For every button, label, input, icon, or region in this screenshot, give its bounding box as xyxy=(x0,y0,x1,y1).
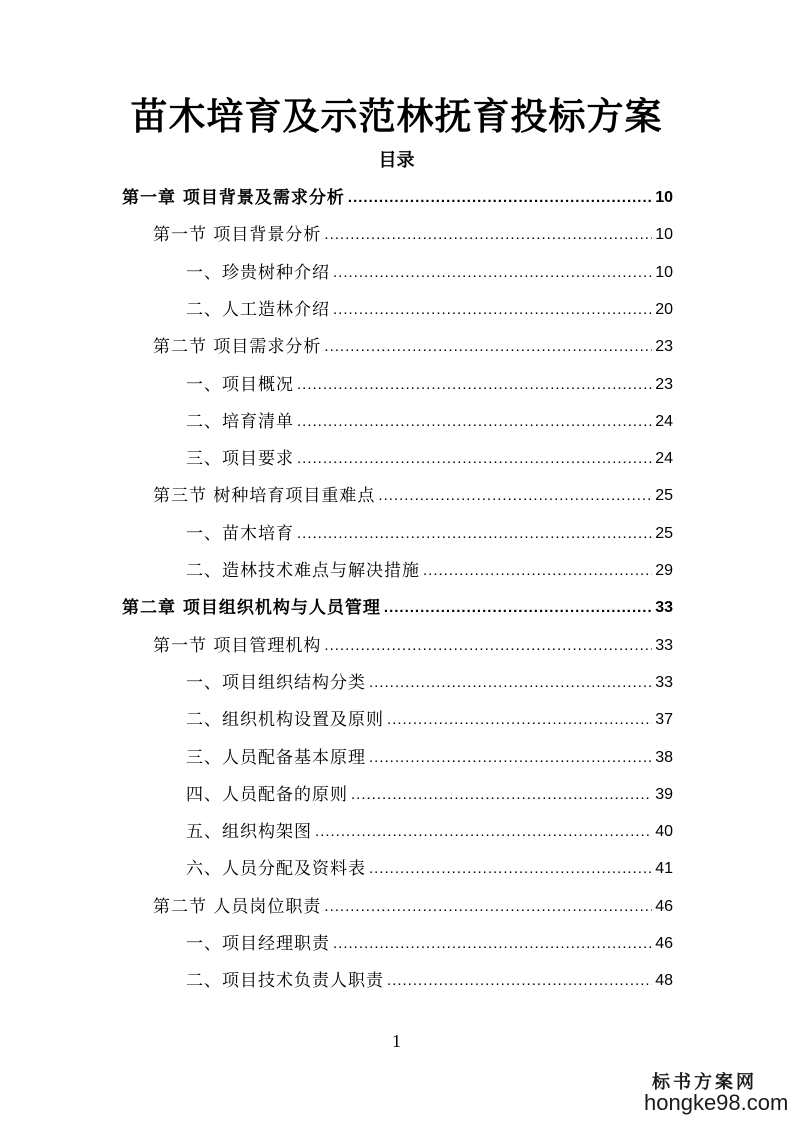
toc-subsection[interactable] xyxy=(186,856,673,882)
toc-entry-page: 37 xyxy=(655,711,673,728)
toc-entry-page: 10 xyxy=(655,226,673,243)
toc-entry-label: 六、人员分配及资料表 xyxy=(186,859,366,879)
toc-subsection[interactable] xyxy=(186,372,673,398)
toc-entry-label: 一、珍贵树种介绍 xyxy=(186,263,330,283)
toc-entry-page: 24 xyxy=(655,413,673,430)
toc-section[interactable] xyxy=(153,334,673,360)
toc-leader-dots xyxy=(324,894,652,920)
toc-chapter[interactable] xyxy=(122,595,673,621)
toc-entry-page: 24 xyxy=(655,450,673,467)
toc-section[interactable] xyxy=(153,633,673,659)
toc-leader-dots xyxy=(297,372,652,398)
toc-subsection[interactable] xyxy=(186,670,673,696)
toc-chapter[interactable] xyxy=(122,185,673,211)
toc-entry-page: 23 xyxy=(655,338,673,355)
toc-subsection[interactable] xyxy=(186,931,673,957)
toc-entry-label: 二、项目技术负责人职责 xyxy=(186,971,384,991)
toc-entry-page: 39 xyxy=(655,786,673,803)
toc-subsection[interactable] xyxy=(186,446,673,472)
toc-entry-label: 三、人员配备基本原理 xyxy=(186,748,366,768)
toc-entry-page: 38 xyxy=(655,749,673,766)
toc-subsection[interactable] xyxy=(186,409,673,435)
toc-entry-label: 四、人员配备的原则 xyxy=(186,785,348,805)
toc-entry-label: 一、项目概况 xyxy=(186,375,294,395)
toc-leader-dots xyxy=(315,819,652,845)
toc-section[interactable] xyxy=(153,894,673,920)
toc-entry-label: 一、苗木培育 xyxy=(186,524,294,544)
toc-subsection[interactable] xyxy=(186,819,673,845)
toc-leader-dots xyxy=(297,521,652,547)
toc-entry-page: 33 xyxy=(655,637,673,654)
toc-leader-dots xyxy=(348,185,652,211)
toc-subsection[interactable] xyxy=(186,745,673,771)
toc-entry-page: 41 xyxy=(655,860,673,877)
toc-entry-page: 48 xyxy=(655,972,673,989)
toc-entry-label: 第三节 树种培育项目重难点 xyxy=(153,486,376,506)
toc-entry-page: 10 xyxy=(655,189,673,206)
toc-leader-dots xyxy=(369,670,652,696)
document-title: 苗木培育及示范林抚育投标方案 xyxy=(130,95,663,138)
page-number: 1 xyxy=(392,1031,401,1051)
toc-entry-label: 第一节 项目管理机构 xyxy=(153,636,322,656)
toc-entry-page: 20 xyxy=(655,301,673,318)
toc-leader-dots xyxy=(324,633,652,659)
toc-section[interactable] xyxy=(153,222,673,248)
toc-leader-dots xyxy=(351,782,652,808)
toc-leader-dots xyxy=(324,222,652,248)
toc-entry-label: 二、造林技术难点与解决措施 xyxy=(186,561,420,581)
toc-subsection[interactable] xyxy=(186,558,673,584)
toc-subsection[interactable] xyxy=(186,968,673,994)
toc-subsection[interactable] xyxy=(186,521,673,547)
toc-leader-dots xyxy=(333,931,652,957)
toc-leader-dots xyxy=(369,745,652,771)
toc-entry-label: 二、培育清单 xyxy=(186,412,294,432)
toc-entry-page: 25 xyxy=(655,525,673,542)
toc-leader-dots xyxy=(384,595,652,621)
toc-entry-label: 五、组织构架图 xyxy=(186,822,312,842)
toc-leader-dots xyxy=(297,446,652,472)
toc-entry-label: 第一章 项目背景及需求分析 xyxy=(122,188,345,208)
toc-leader-dots xyxy=(333,260,652,286)
toc-leader-dots xyxy=(387,968,652,994)
toc-entry-label: 三、项目要求 xyxy=(186,449,294,469)
toc-section[interactable] xyxy=(153,483,673,509)
toc-entry-page: 10 xyxy=(655,264,673,281)
toc-subsection[interactable] xyxy=(186,707,673,733)
toc-entry-label: 第一节 项目背景分析 xyxy=(153,225,322,245)
toc-entry-label: 第二节 项目需求分析 xyxy=(153,337,322,357)
toc-entry-page: 33 xyxy=(655,674,673,691)
toc-entry-page: 23 xyxy=(655,376,673,393)
toc-entry-label: 一、项目经理职责 xyxy=(186,934,330,954)
toc-heading: 目录 xyxy=(378,150,415,171)
toc-entry-page: 33 xyxy=(655,599,673,616)
toc-entry-page: 40 xyxy=(655,823,673,840)
toc-subsection[interactable] xyxy=(186,260,673,286)
toc-leader-dots xyxy=(297,409,652,435)
toc-entry-page: 46 xyxy=(655,898,673,915)
watermark-name: 标书方案网 xyxy=(652,1072,757,1093)
toc-entry-label: 二、人工造林介绍 xyxy=(186,300,330,320)
toc-leader-dots xyxy=(324,334,652,360)
toc-entry-label: 第二章 项目组织机构与人员管理 xyxy=(122,598,381,618)
toc-leader-dots xyxy=(387,707,652,733)
toc-entry-label: 第二节 人员岗位职责 xyxy=(153,897,322,917)
toc-leader-dots xyxy=(378,483,652,509)
toc-entry-label: 一、项目组织结构分类 xyxy=(186,673,366,693)
toc-leader-dots xyxy=(369,856,652,882)
toc-subsection[interactable] xyxy=(186,782,673,808)
toc-entry-page: 46 xyxy=(655,935,673,952)
toc-entry-label: 二、组织机构设置及原则 xyxy=(186,710,384,730)
toc-entry-page: 29 xyxy=(655,562,673,579)
toc-leader-dots xyxy=(333,297,652,323)
toc-entry-page: 25 xyxy=(655,487,673,504)
toc-subsection[interactable] xyxy=(186,297,673,323)
toc-leader-dots xyxy=(423,558,652,584)
watermark-url: hongke98.com xyxy=(644,1090,789,1115)
